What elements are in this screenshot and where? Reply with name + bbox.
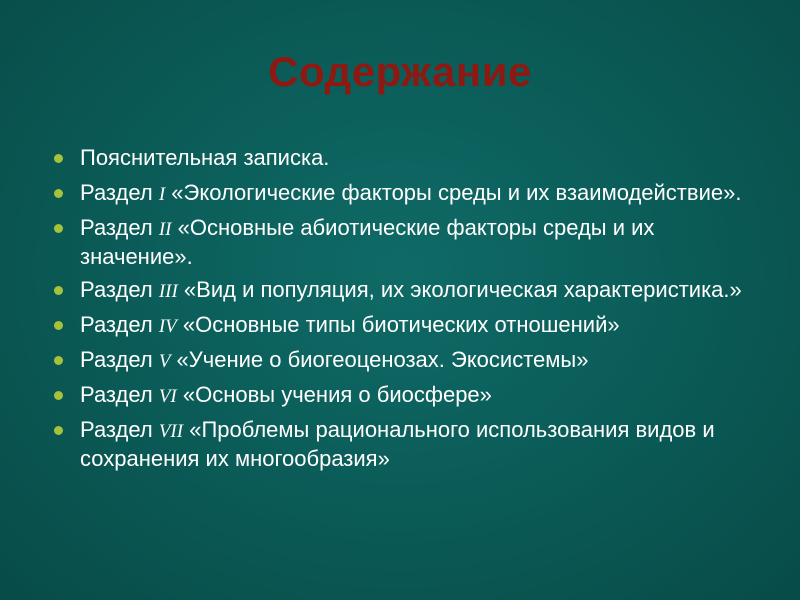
list-item <box>50 381 760 410</box>
item-text: «Основные типы биотических отношений» <box>176 312 620 337</box>
bullet-icon <box>54 286 63 295</box>
bullet-icon <box>54 224 63 233</box>
item-text: Пояснительная записка. <box>80 145 330 170</box>
bullet-icon <box>54 426 63 435</box>
section-numeral: VI <box>158 386 177 407</box>
item-text: «Проблемы рационального использования видов и сохранения их многообразия» <box>80 417 715 471</box>
item-text: «Учение о биогеоценозах. Экосистемы» <box>170 347 589 372</box>
section-numeral: V <box>158 351 171 372</box>
item-lead: Раздел <box>80 312 159 337</box>
section-numeral: III <box>158 281 178 302</box>
list-item <box>50 144 760 173</box>
list-item <box>50 276 760 305</box>
item-lead: Раздел <box>80 180 159 205</box>
section-numeral: II <box>158 219 172 240</box>
item-text: «Основные абиотические факторы среды и их значение». <box>80 215 655 269</box>
item-lead: Раздел <box>80 382 159 407</box>
item-lead: Раздел <box>80 417 159 442</box>
section-numeral: I <box>158 184 166 205</box>
contents-list <box>50 144 760 478</box>
section-numeral: VII <box>158 421 184 442</box>
bullet-icon <box>54 154 63 163</box>
bullet-icon <box>54 189 63 198</box>
list-item <box>50 346 760 375</box>
list-item <box>50 416 760 472</box>
item-text: «Экологические факторы среды и их взаимодействие». <box>165 180 742 205</box>
bullet-icon <box>54 391 63 400</box>
item-lead: Раздел <box>80 347 159 372</box>
list-item <box>50 214 760 270</box>
section-numeral: IV <box>158 316 177 337</box>
list-item <box>50 179 760 208</box>
list-item <box>50 311 760 340</box>
bullet-icon <box>54 321 63 330</box>
bullet-icon <box>54 356 63 365</box>
item-text: «Вид и популяция, их экологическая характеристика.» <box>177 277 742 302</box>
item-text: «Основы учения о биосфере» <box>176 382 492 407</box>
item-lead: Раздел <box>80 277 159 302</box>
slide-title: Содержание <box>268 48 532 95</box>
item-lead: Раздел <box>80 215 159 240</box>
